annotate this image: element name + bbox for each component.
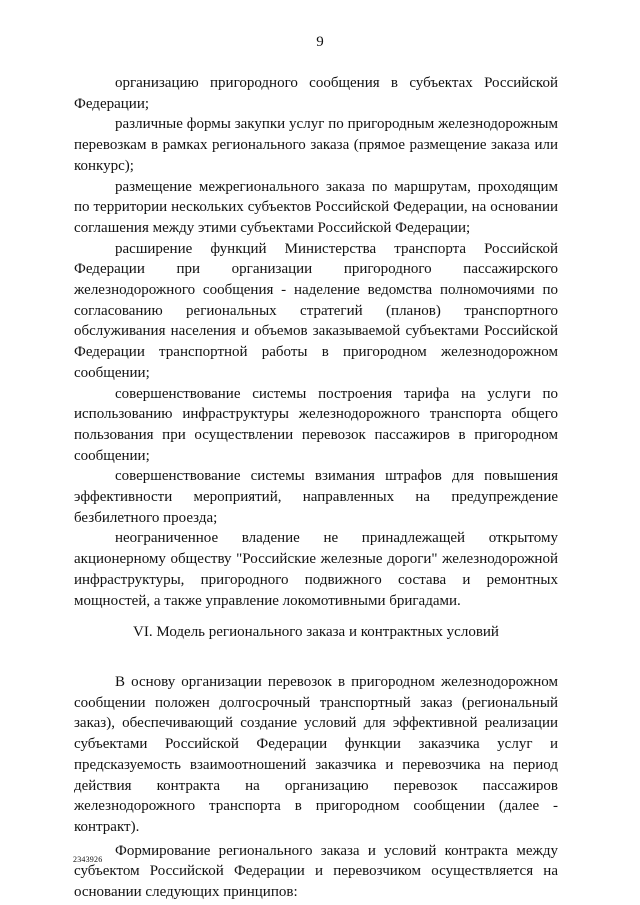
page-number: 9 <box>316 34 324 50</box>
paragraph: различные формы закупки услуг по пригородным железнодорожным перевозкам в рамках регионального заказа (прямое размещение заказа или конкурс); <box>74 116 558 174</box>
paragraph: В основу организации перевозок в пригородном железнодорожном сообщении положен долгосрочный транспортный заказ (региональный заказ), обеспечивающий создание условий для эффективной реализации субъектами Российской Федерации функции заказчика услуг и предсказуемость взаимоотношений заказчика и перевозчика на период действия контракта на организацию перевозок пассажиров железнодорожного транспорта в пригородном сообщении (далее - контракт). <box>74 673 558 835</box>
paragraph: расширение функций Министерства транспорта Российской Федерации при организации пригородного пассажирского железнодорожного сообщения - наделение ведомства полномочиями по согласованию региональных стратегий (планов) транспортного обслуживания населения и объемов заказываемой субъектами Российской Федерации транспортной работы в пригородном железнодорожном сообщении; <box>74 240 558 381</box>
paragraph: Формирование регионального заказа и условий контракта между субъектом Российской Федерации и перевозчиком осуществляется на основании следующих принципов: <box>74 842 558 901</box>
paragraph: неограниченное владение не принадлежащей открытому акционерному обществу "Российские железные дороги" железнодорожной инфраструктуры, пригородного подвижного состава и ремонтных мощностей, а также управление локомотивными бригадами. <box>74 530 558 609</box>
paragraph: совершенствование системы взимания штрафов для повышения эффективности мероприятий, направленных на предупреждение безбилетного проезда; <box>74 468 558 526</box>
document-body <box>74 73 558 903</box>
document-code: 2343926 <box>73 855 103 864</box>
paragraph: организацию пригородного сообщения в субъектах Российской Федерации; <box>74 75 558 112</box>
section-heading: VI. Модель регионального заказа и контрактных условий <box>133 624 499 641</box>
paragraph: совершенствование системы построения тарифа на услуги по использованию инфраструктуры железнодорожного транспорта общего пользования при осуществлении перевозок пассажиров в пригородном сообщении; <box>74 385 558 464</box>
paragraph: размещение межрегионального заказа по маршрутам, проходящим по территории нескольких субъектов Российской Федерации, на основании соглашения между этими субъектами Российской Федерации; <box>74 178 558 236</box>
